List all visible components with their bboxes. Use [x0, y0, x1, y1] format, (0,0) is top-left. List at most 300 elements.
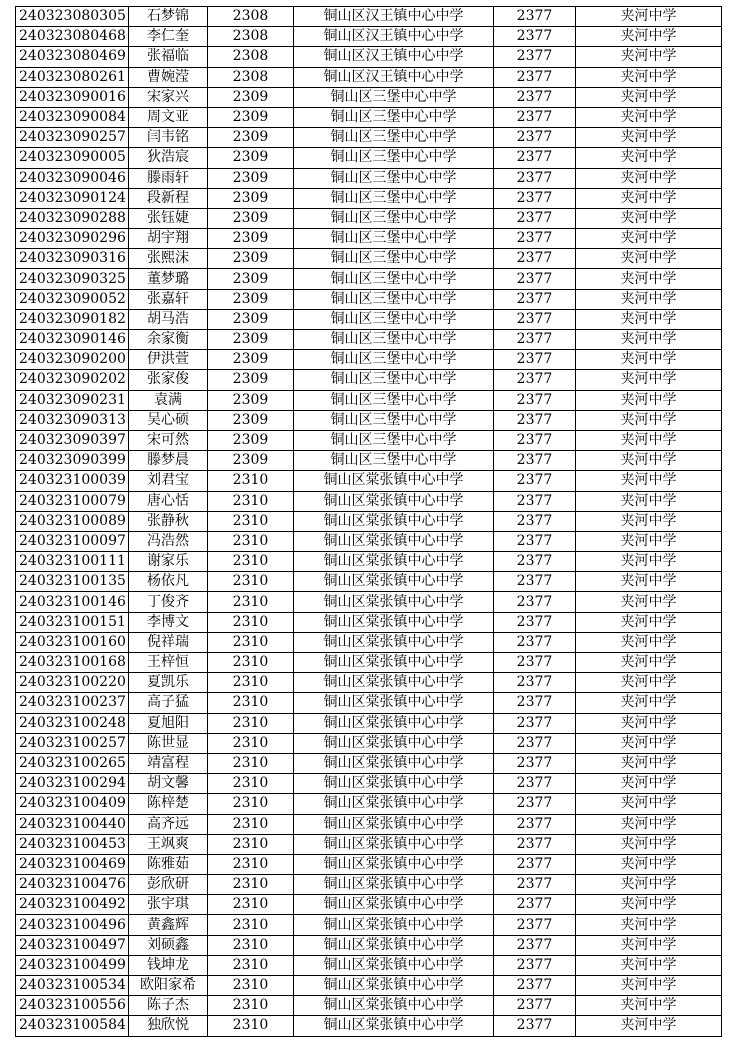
target-code-cell: 2377 — [494, 511, 576, 531]
target-school-cell: 夹河中学 — [576, 269, 722, 289]
target-school-cell: 夹河中学 — [576, 208, 722, 228]
target-code-cell: 2377 — [494, 309, 576, 329]
target-school-cell: 夹河中学 — [576, 814, 722, 834]
student-name-cell: 钱坤龙 — [129, 955, 208, 975]
student-name-cell: 靖富程 — [129, 753, 208, 773]
student-id-cell: 240323100220 — [16, 673, 129, 693]
school-name-cell: 铜山区棠张镇中心中学 — [294, 854, 494, 874]
student-name-cell: 段新程 — [129, 188, 208, 208]
table-row — [16, 834, 722, 854]
student-id-cell: 240323090052 — [16, 289, 129, 309]
student-name-cell: 高齐远 — [129, 814, 208, 834]
target-school-cell: 夹河中学 — [576, 1016, 722, 1036]
school-name-cell: 铜山区汉王镇中心中学 — [294, 27, 494, 47]
student-id-cell: 240323090046 — [16, 168, 129, 188]
student-id-cell: 240323090005 — [16, 148, 129, 168]
target-code-cell: 2377 — [494, 430, 576, 450]
school-code-cell: 2310 — [208, 491, 294, 511]
table-row — [16, 653, 722, 673]
table-row — [16, 269, 722, 289]
target-code-cell: 2377 — [494, 854, 576, 874]
target-school-cell: 夹河中学 — [576, 27, 722, 47]
table-row — [16, 996, 722, 1016]
school-code-cell: 2310 — [208, 955, 294, 975]
school-name-cell: 铜山区棠张镇中心中学 — [294, 935, 494, 955]
table-row — [16, 330, 722, 350]
school-code-cell: 2310 — [208, 693, 294, 713]
school-code-cell: 2310 — [208, 814, 294, 834]
school-name-cell: 铜山区棠张镇中心中学 — [294, 794, 494, 814]
student-name-cell: 滕雨轩 — [129, 168, 208, 188]
target-code-cell: 2377 — [494, 148, 576, 168]
student-name-cell: 黄鑫辉 — [129, 915, 208, 935]
school-code-cell: 2308 — [208, 7, 294, 27]
target-school-cell: 夹河中学 — [576, 875, 722, 895]
table-row — [16, 370, 722, 390]
table-row — [16, 915, 722, 935]
target-code-cell: 2377 — [494, 693, 576, 713]
student-id-cell: 240323090399 — [16, 451, 129, 471]
target-code-cell: 2377 — [494, 834, 576, 854]
student-name-cell: 王梓恒 — [129, 653, 208, 673]
student-id-cell: 240323100146 — [16, 592, 129, 612]
school-code-cell: 2309 — [208, 289, 294, 309]
school-name-cell: 铜山区棠张镇中心中学 — [294, 572, 494, 592]
student-id-cell: 240323090124 — [16, 188, 129, 208]
student-name-cell: 陈子杰 — [129, 996, 208, 1016]
student-name-cell: 滕梦晨 — [129, 451, 208, 471]
school-code-cell: 2309 — [208, 249, 294, 269]
school-name-cell: 铜山区三堡中心中学 — [294, 430, 494, 450]
target-school-cell: 夹河中学 — [576, 451, 722, 471]
target-code-cell: 2377 — [494, 915, 576, 935]
student-name-cell: 胡文馨 — [129, 774, 208, 794]
school-code-cell: 2309 — [208, 309, 294, 329]
student-name-cell: 张熙沫 — [129, 249, 208, 269]
target-code-cell: 2377 — [494, 229, 576, 249]
student-name-cell: 冯浩然 — [129, 531, 208, 551]
student-id-cell: 240323090288 — [16, 208, 129, 228]
student-id-cell: 240323100469 — [16, 854, 129, 874]
student-name-cell: 董梦璐 — [129, 269, 208, 289]
student-name-cell: 丁俊齐 — [129, 592, 208, 612]
school-code-cell: 2309 — [208, 87, 294, 107]
school-code-cell: 2310 — [208, 1016, 294, 1036]
student-id-cell: 240323100496 — [16, 915, 129, 935]
target-school-cell: 夹河中学 — [576, 47, 722, 67]
target-school-cell: 夹河中学 — [576, 330, 722, 350]
table-row — [16, 430, 722, 450]
target-school-cell: 夹河中学 — [576, 188, 722, 208]
table-row — [16, 592, 722, 612]
school-code-cell: 2310 — [208, 753, 294, 773]
table-row — [16, 87, 722, 107]
table-row — [16, 572, 722, 592]
school-name-cell: 铜山区汉王镇中心中学 — [294, 47, 494, 67]
target-school-cell: 夹河中学 — [576, 794, 722, 814]
school-code-cell: 2309 — [208, 107, 294, 127]
student-name-cell: 曹婉滢 — [129, 67, 208, 87]
school-code-cell: 2310 — [208, 653, 294, 673]
table-row — [16, 7, 722, 27]
student-id-cell: 240323100089 — [16, 511, 129, 531]
table-row — [16, 531, 722, 551]
school-code-cell: 2308 — [208, 27, 294, 47]
target-code-cell: 2377 — [494, 107, 576, 127]
student-id-cell: 240323090313 — [16, 410, 129, 430]
target-school-cell: 夹河中学 — [576, 673, 722, 693]
table-row — [16, 955, 722, 975]
school-name-cell: 铜山区棠张镇中心中学 — [294, 1016, 494, 1036]
target-code-cell: 2377 — [494, 814, 576, 834]
student-name-cell: 高子猛 — [129, 693, 208, 713]
target-code-cell: 2377 — [494, 1016, 576, 1036]
school-name-cell: 铜山区棠张镇中心中学 — [294, 895, 494, 915]
target-school-cell: 夹河中学 — [576, 552, 722, 572]
student-name-cell: 谢家乐 — [129, 552, 208, 572]
school-code-cell: 2309 — [208, 430, 294, 450]
target-school-cell: 夹河中学 — [576, 370, 722, 390]
student-id-cell: 240323090200 — [16, 350, 129, 370]
school-code-cell: 2310 — [208, 531, 294, 551]
school-name-cell: 铜山区三堡中心中学 — [294, 451, 494, 471]
target-code-cell: 2377 — [494, 632, 576, 652]
student-name-cell: 张嘉轩 — [129, 289, 208, 309]
school-name-cell: 铜山区三堡中心中学 — [294, 229, 494, 249]
roster-table-body — [16, 7, 722, 1037]
target-code-cell: 2377 — [494, 390, 576, 410]
target-code-cell: 2377 — [494, 208, 576, 228]
student-id-cell: 240323090257 — [16, 128, 129, 148]
target-school-cell: 夹河中学 — [576, 309, 722, 329]
student-id-cell: 240323100097 — [16, 531, 129, 551]
student-name-cell: 胡马浩 — [129, 309, 208, 329]
school-code-cell: 2310 — [208, 794, 294, 814]
student-name-cell: 宋家兴 — [129, 87, 208, 107]
table-row — [16, 854, 722, 874]
target-code-cell: 2377 — [494, 289, 576, 309]
student-name-cell: 陈世显 — [129, 733, 208, 753]
student-id-cell: 240323100492 — [16, 895, 129, 915]
school-code-cell: 2309 — [208, 128, 294, 148]
school-name-cell: 铜山区棠张镇中心中学 — [294, 552, 494, 572]
school-code-cell: 2310 — [208, 996, 294, 1016]
student-id-cell: 240323100453 — [16, 834, 129, 854]
student-id-cell: 240323080305 — [16, 7, 129, 27]
student-id-cell: 240323100534 — [16, 976, 129, 996]
target-code-cell: 2377 — [494, 713, 576, 733]
school-code-cell: 2310 — [208, 632, 294, 652]
school-name-cell: 铜山区三堡中心中学 — [294, 410, 494, 430]
school-name-cell: 铜山区三堡中心中学 — [294, 188, 494, 208]
student-name-cell: 张钰婕 — [129, 208, 208, 228]
target-school-cell: 夹河中学 — [576, 713, 722, 733]
school-code-cell: 2309 — [208, 330, 294, 350]
table-row — [16, 249, 722, 269]
table-row — [16, 673, 722, 693]
school-code-cell: 2310 — [208, 976, 294, 996]
target-code-cell: 2377 — [494, 753, 576, 773]
target-school-cell: 夹河中学 — [576, 693, 722, 713]
student-id-cell: 240323100135 — [16, 572, 129, 592]
table-row — [16, 229, 722, 249]
target-code-cell: 2377 — [494, 895, 576, 915]
school-name-cell: 铜山区三堡中心中学 — [294, 249, 494, 269]
school-name-cell: 铜山区三堡中心中学 — [294, 87, 494, 107]
student-name-cell: 刘硕鑫 — [129, 935, 208, 955]
school-name-cell: 铜山区三堡中心中学 — [294, 370, 494, 390]
table-row — [16, 733, 722, 753]
school-code-cell: 2310 — [208, 915, 294, 935]
school-name-cell: 铜山区棠张镇中心中学 — [294, 733, 494, 753]
school-name-cell: 铜山区三堡中心中学 — [294, 350, 494, 370]
school-name-cell: 铜山区三堡中心中学 — [294, 390, 494, 410]
student-name-cell: 陈雅茹 — [129, 854, 208, 874]
target-code-cell: 2377 — [494, 491, 576, 511]
school-name-cell: 铜山区汉王镇中心中学 — [294, 7, 494, 27]
target-school-cell: 夹河中学 — [576, 168, 722, 188]
school-code-cell: 2310 — [208, 592, 294, 612]
target-code-cell: 2377 — [494, 47, 576, 67]
student-name-cell: 宋可然 — [129, 430, 208, 450]
student-name-cell: 倪祥瑞 — [129, 632, 208, 652]
table-row — [16, 27, 722, 47]
student-name-cell: 刘君宝 — [129, 471, 208, 491]
student-id-cell: 240323090296 — [16, 229, 129, 249]
school-code-cell: 2310 — [208, 572, 294, 592]
school-name-cell: 铜山区棠张镇中心中学 — [294, 491, 494, 511]
target-school-cell: 夹河中学 — [576, 471, 722, 491]
school-code-cell: 2308 — [208, 67, 294, 87]
student-id-cell: 240323080468 — [16, 27, 129, 47]
school-name-cell: 铜山区三堡中心中学 — [294, 107, 494, 127]
student-id-cell: 240323100160 — [16, 632, 129, 652]
target-school-cell: 夹河中学 — [576, 410, 722, 430]
target-code-cell: 2377 — [494, 592, 576, 612]
student-id-cell: 240323100257 — [16, 733, 129, 753]
student-name-cell: 袁满 — [129, 390, 208, 410]
student-name-cell: 胡宇翔 — [129, 229, 208, 249]
table-row — [16, 612, 722, 632]
table-row — [16, 188, 722, 208]
school-name-cell: 铜山区棠张镇中心中学 — [294, 471, 494, 491]
table-row — [16, 774, 722, 794]
student-id-cell: 240323100265 — [16, 753, 129, 773]
school-name-cell: 铜山区三堡中心中学 — [294, 309, 494, 329]
target-code-cell: 2377 — [494, 996, 576, 1016]
target-code-cell: 2377 — [494, 572, 576, 592]
school-code-cell: 2310 — [208, 774, 294, 794]
target-school-cell: 夹河中学 — [576, 67, 722, 87]
student-name-cell: 欧阳家希 — [129, 976, 208, 996]
target-school-cell: 夹河中学 — [576, 935, 722, 955]
target-code-cell: 2377 — [494, 188, 576, 208]
school-name-cell: 铜山区棠张镇中心中学 — [294, 713, 494, 733]
school-name-cell: 铜山区棠张镇中心中学 — [294, 511, 494, 531]
student-id-cell: 240323090084 — [16, 107, 129, 127]
school-code-cell: 2310 — [208, 612, 294, 632]
target-code-cell: 2377 — [494, 774, 576, 794]
school-name-cell: 铜山区棠张镇中心中学 — [294, 976, 494, 996]
target-school-cell: 夹河中学 — [576, 511, 722, 531]
school-code-cell: 2309 — [208, 188, 294, 208]
school-code-cell: 2310 — [208, 471, 294, 491]
school-code-cell: 2309 — [208, 229, 294, 249]
school-name-cell: 铜山区三堡中心中学 — [294, 269, 494, 289]
student-id-cell: 240323090325 — [16, 269, 129, 289]
student-id-cell: 240323090182 — [16, 309, 129, 329]
student-name-cell: 闫韦铭 — [129, 128, 208, 148]
student-name-cell: 张福临 — [129, 47, 208, 67]
table-row — [16, 895, 722, 915]
target-code-cell: 2377 — [494, 410, 576, 430]
school-code-cell: 2308 — [208, 47, 294, 67]
school-code-cell: 2310 — [208, 895, 294, 915]
school-name-cell: 铜山区棠张镇中心中学 — [294, 653, 494, 673]
table-row — [16, 67, 722, 87]
target-code-cell: 2377 — [494, 350, 576, 370]
student-id-cell: 240323100079 — [16, 491, 129, 511]
student-name-cell: 独欣悦 — [129, 1016, 208, 1036]
target-school-cell: 夹河中学 — [576, 895, 722, 915]
target-school-cell: 夹河中学 — [576, 572, 722, 592]
student-name-cell: 彭欣研 — [129, 875, 208, 895]
target-school-cell: 夹河中学 — [576, 229, 722, 249]
table-row — [16, 693, 722, 713]
school-name-cell: 铜山区棠张镇中心中学 — [294, 774, 494, 794]
table-row — [16, 107, 722, 127]
student-id-cell: 240323080469 — [16, 47, 129, 67]
student-name-cell: 杨依凡 — [129, 572, 208, 592]
student-name-cell: 陈梓楚 — [129, 794, 208, 814]
school-name-cell: 铜山区三堡中心中学 — [294, 148, 494, 168]
school-code-cell: 2310 — [208, 733, 294, 753]
school-name-cell: 铜山区棠张镇中心中学 — [294, 996, 494, 1016]
student-id-cell: 240323100248 — [16, 713, 129, 733]
target-code-cell: 2377 — [494, 330, 576, 350]
target-code-cell: 2377 — [494, 653, 576, 673]
student-name-cell: 唐心恬 — [129, 491, 208, 511]
school-name-cell: 铜山区棠张镇中心中学 — [294, 673, 494, 693]
target-code-cell: 2377 — [494, 471, 576, 491]
school-name-cell: 铜山区棠张镇中心中学 — [294, 834, 494, 854]
student-id-cell: 240323090016 — [16, 87, 129, 107]
table-row — [16, 753, 722, 773]
school-name-cell: 铜山区棠张镇中心中学 — [294, 612, 494, 632]
school-name-cell: 铜山区棠张镇中心中学 — [294, 693, 494, 713]
table-row — [16, 410, 722, 430]
student-id-cell: 240323100151 — [16, 612, 129, 632]
target-code-cell: 2377 — [494, 794, 576, 814]
target-school-cell: 夹河中学 — [576, 733, 722, 753]
student-id-cell: 240323100168 — [16, 653, 129, 673]
target-code-cell: 2377 — [494, 128, 576, 148]
table-row — [16, 47, 722, 67]
target-school-cell: 夹河中学 — [576, 289, 722, 309]
table-row — [16, 309, 722, 329]
target-school-cell: 夹河中学 — [576, 612, 722, 632]
target-school-cell: 夹河中学 — [576, 390, 722, 410]
target-school-cell: 夹河中学 — [576, 632, 722, 652]
school-code-cell: 2309 — [208, 410, 294, 430]
student-id-cell: 240323090202 — [16, 370, 129, 390]
target-school-cell: 夹河中学 — [576, 249, 722, 269]
target-code-cell: 2377 — [494, 249, 576, 269]
target-code-cell: 2377 — [494, 976, 576, 996]
student-id-cell: 240323100237 — [16, 693, 129, 713]
student-id-cell: 240323090316 — [16, 249, 129, 269]
table-row — [16, 289, 722, 309]
target-code-cell: 2377 — [494, 935, 576, 955]
school-name-cell: 铜山区棠张镇中心中学 — [294, 955, 494, 975]
school-name-cell: 铜山区三堡中心中学 — [294, 208, 494, 228]
target-code-cell: 2377 — [494, 955, 576, 975]
student-name-cell: 李博文 — [129, 612, 208, 632]
student-name-cell: 余家衡 — [129, 330, 208, 350]
table-row — [16, 1016, 722, 1036]
student-name-cell: 夏凯乐 — [129, 673, 208, 693]
table-row — [16, 390, 722, 410]
school-code-cell: 2309 — [208, 269, 294, 289]
target-code-cell: 2377 — [494, 673, 576, 693]
school-name-cell: 铜山区棠张镇中心中学 — [294, 915, 494, 935]
target-code-cell: 2377 — [494, 168, 576, 188]
table-row — [16, 491, 722, 511]
school-name-cell: 铜山区棠张镇中心中学 — [294, 753, 494, 773]
school-name-cell: 铜山区三堡中心中学 — [294, 128, 494, 148]
student-name-cell: 石梦锦 — [129, 7, 208, 27]
school-code-cell: 2309 — [208, 148, 294, 168]
school-code-cell: 2309 — [208, 208, 294, 228]
school-code-cell: 2309 — [208, 350, 294, 370]
student-id-cell: 240323100111 — [16, 552, 129, 572]
school-name-cell: 铜山区三堡中心中学 — [294, 330, 494, 350]
student-id-cell: 240323080261 — [16, 67, 129, 87]
student-name-cell: 伊洪萱 — [129, 350, 208, 370]
school-name-cell: 铜山区棠张镇中心中学 — [294, 592, 494, 612]
target-school-cell: 夹河中学 — [576, 854, 722, 874]
table-row — [16, 713, 722, 733]
target-school-cell: 夹河中学 — [576, 915, 722, 935]
table-row — [16, 451, 722, 471]
table-row — [16, 814, 722, 834]
target-code-cell: 2377 — [494, 552, 576, 572]
student-id-cell: 240323100440 — [16, 814, 129, 834]
target-school-cell: 夹河中学 — [576, 976, 722, 996]
student-id-cell: 240323090397 — [16, 430, 129, 450]
student-id-cell: 240323100294 — [16, 774, 129, 794]
target-school-cell: 夹河中学 — [576, 955, 722, 975]
student-name-cell: 张家俊 — [129, 370, 208, 390]
student-id-cell: 240323100409 — [16, 794, 129, 814]
student-id-cell: 240323090231 — [16, 390, 129, 410]
target-code-cell: 2377 — [494, 87, 576, 107]
table-row — [16, 935, 722, 955]
target-code-cell: 2377 — [494, 612, 576, 632]
table-row — [16, 794, 722, 814]
table-row — [16, 148, 722, 168]
school-code-cell: 2310 — [208, 875, 294, 895]
target-school-cell: 夹河中学 — [576, 753, 722, 773]
table-row — [16, 976, 722, 996]
target-code-cell: 2377 — [494, 451, 576, 471]
table-row — [16, 208, 722, 228]
target-school-cell: 夹河中学 — [576, 653, 722, 673]
target-school-cell: 夹河中学 — [576, 996, 722, 1016]
target-school-cell: 夹河中学 — [576, 592, 722, 612]
table-row — [16, 552, 722, 572]
target-code-cell: 2377 — [494, 875, 576, 895]
